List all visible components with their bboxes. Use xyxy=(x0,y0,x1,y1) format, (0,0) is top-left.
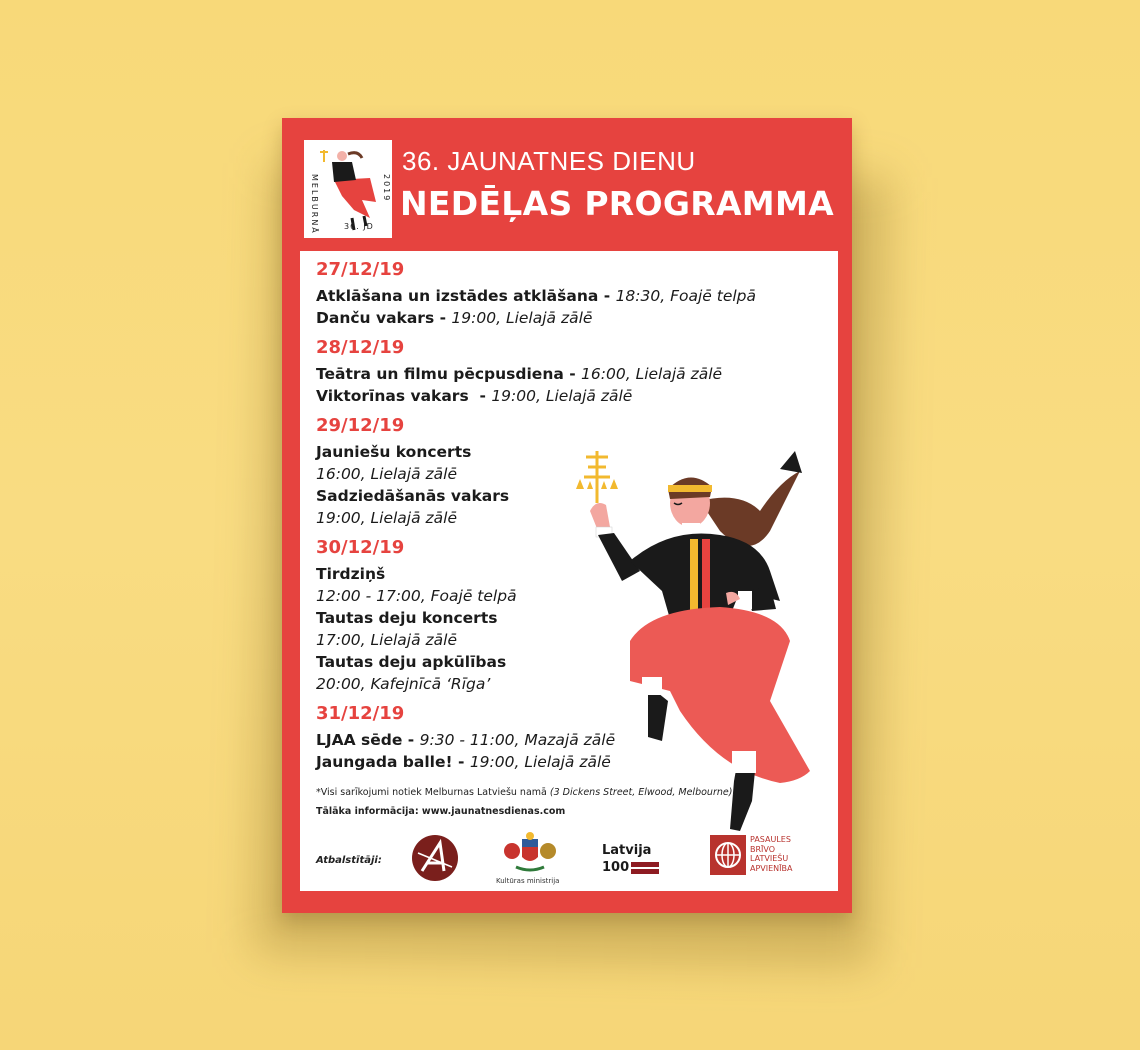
program-day xyxy=(316,335,776,407)
program-event xyxy=(316,363,776,385)
event-detail: 9:30 - 11:00, Mazajā zālē xyxy=(419,731,616,749)
a-logo-icon xyxy=(410,833,460,883)
event-name: Danču vakars xyxy=(316,309,435,327)
venue-note-text: *Visi sarīkojumi notiek Melburnas Latviešu namā xyxy=(316,787,547,798)
event-detail: 16:00, Lielajā zālē xyxy=(581,365,723,383)
ministry-name: Kultūras ministrija xyxy=(496,877,560,885)
event-name: Viktorīnas vakars xyxy=(316,387,469,405)
event-detail: 18:30, Foajē telpā xyxy=(615,287,757,305)
event-detail: 12:00 - 17:00, Foajē telpā xyxy=(316,587,517,605)
pbla-line: LATVIEŠU xyxy=(750,854,789,863)
pbla-line: APVIENĪBA xyxy=(750,863,793,873)
event-separator: - xyxy=(468,387,492,405)
day-date: 31/12/19 xyxy=(316,703,405,724)
program-event xyxy=(316,285,776,307)
venue-note xyxy=(316,787,735,798)
day-date: 28/12/19 xyxy=(316,337,405,358)
day-date: 29/12/19 xyxy=(316,415,405,436)
event-name: LJAA sēde xyxy=(316,731,403,749)
event-detail: 19:00, Lielajā zālē xyxy=(491,387,633,405)
globe-icon xyxy=(710,835,746,875)
dancer-illustration xyxy=(570,441,830,841)
latvija-text: Latvija xyxy=(602,843,652,858)
event-name: Jauniešu koncerts xyxy=(316,443,472,461)
event-separator: - xyxy=(598,287,616,305)
latvija-number: 100 xyxy=(602,860,630,875)
sponsor-latvija100-logo xyxy=(602,843,662,883)
event-separator: - xyxy=(402,731,420,749)
event-name: Tautas deju apkūlības xyxy=(316,653,507,671)
sponsor-ministry-logo xyxy=(496,831,560,887)
event-detail: 16:00, Lielajā zālē xyxy=(316,465,458,483)
poster-title-line1: 36. JAUNATNES DIENU xyxy=(402,146,696,176)
latvija100-row xyxy=(602,860,662,875)
supporters-label: Atbalstītāji: xyxy=(316,855,382,866)
event-name: Sadziedāšanās vakars xyxy=(316,487,510,505)
poster xyxy=(282,118,852,913)
event-name: Atklāšana un izstādes atklāšana xyxy=(316,287,599,305)
venue-address: (3 Dickens Street, Elwood, Melbourne). xyxy=(549,787,736,798)
sponsor-a-logo xyxy=(410,833,460,883)
event-separator: - xyxy=(563,365,582,383)
day-date: 27/12/19 xyxy=(316,259,405,280)
latvian-flag-icon xyxy=(631,862,659,874)
event-detail: 19:00, Lielajā zālē xyxy=(316,509,458,527)
event-logo xyxy=(304,140,392,238)
event-detail: 17:00, Lielajā zālē xyxy=(316,631,458,649)
day-date: 30/12/19 xyxy=(316,537,405,558)
event-detail: 19:00, Lielajā zālē xyxy=(451,309,593,327)
logo-year: 2019 xyxy=(382,174,391,203)
logo-city: MELBURNĀ xyxy=(310,174,319,235)
program-event xyxy=(316,307,776,329)
sun-cross-icon xyxy=(576,451,618,503)
program-event xyxy=(316,385,776,407)
poster-title-line2: NEDĒĻAS PROGRAMMA xyxy=(400,184,834,223)
pbla-line: PASAULES xyxy=(750,835,791,844)
event-detail: 20:00, Kafejnīcā ‘Rīga’ xyxy=(316,675,491,693)
event-name: Jaungada balle! xyxy=(316,753,453,771)
pbla-line: BRĪVO xyxy=(750,844,776,854)
event-name: Tirdziņš xyxy=(316,565,386,583)
coat-of-arms-icon xyxy=(500,831,560,875)
event-name: Tautas deju koncerts xyxy=(316,609,498,627)
sponsor-pbla-logo xyxy=(710,835,830,887)
event-detail: 19:00, Lielajā zālē xyxy=(469,753,611,771)
event-separator: - xyxy=(434,309,452,327)
logo-code: 36. JD xyxy=(344,222,374,231)
event-separator: - xyxy=(452,753,470,771)
event-name: Teātra un filmu pēcpusdiena xyxy=(316,365,564,383)
pbla-name xyxy=(750,835,793,873)
more-info: Tālāka informācija: www.jaunatnesdienas.com xyxy=(316,806,566,817)
program-day xyxy=(316,257,776,329)
program-panel xyxy=(300,251,838,891)
